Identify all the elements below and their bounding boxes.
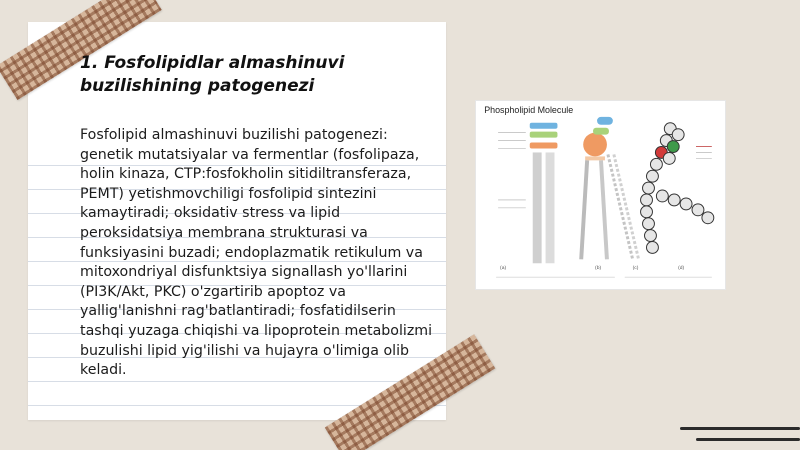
panel-label-c: (c) bbox=[632, 266, 639, 272]
panel-a-structure bbox=[498, 123, 557, 271]
panel-label-a: (a) bbox=[500, 266, 507, 272]
tail-right bbox=[546, 152, 555, 263]
phospholipid-diagram bbox=[476, 101, 725, 289]
slide-body-text: Fosfolipid almashinuvi buzilishi patogenezi: genetik mutatsiyalar va fermentlar (fosfolipaza, holin kinaza, CTP:fosfokholin sitidiltransferaza, PEMT) yetishmovchiligi fosfolipid sintezini kamaytiradi; oksidativ stress va lipid peroksidatsiya membrana strukturasi va funksiyasini buzadi; endoplazmatik retikulum va mitoxondriyal disfunktsiya signallash yo'llarini (PI3K/Akt, PKC) o'zgartirib apoptoz va yallig'lanishni rag'batlantiradi; fosfatidilserin tashqi yuzaga chiqishi va lipoprotein metabolizmi buzulishi lipid yig'ilishi va hujayra o'limiga olib keladi. bbox=[80, 127, 433, 379]
panel-d-space-filling bbox=[641, 123, 714, 271]
head-green-block bbox=[530, 132, 558, 138]
head-green-pill bbox=[593, 128, 609, 135]
tail-left bbox=[533, 152, 542, 263]
phospholipid-figure bbox=[475, 100, 726, 290]
figure-title: Phospholipid Molecule bbox=[484, 104, 574, 115]
decorative-line-bottom bbox=[696, 438, 800, 441]
panel-label-d: (d) bbox=[678, 266, 685, 272]
head-blue-pill bbox=[597, 117, 613, 125]
decorative-line-top bbox=[680, 427, 800, 430]
head-orange-block bbox=[530, 143, 558, 149]
head-orange-circle bbox=[583, 133, 607, 157]
panel-label-b: (b) bbox=[595, 266, 602, 272]
slide-title: 1. Fosfolipidlar almashinuvi buzilishining patogenezi bbox=[80, 53, 345, 96]
panel-b-structure bbox=[581, 133, 607, 272]
head-blue-block bbox=[530, 123, 558, 129]
